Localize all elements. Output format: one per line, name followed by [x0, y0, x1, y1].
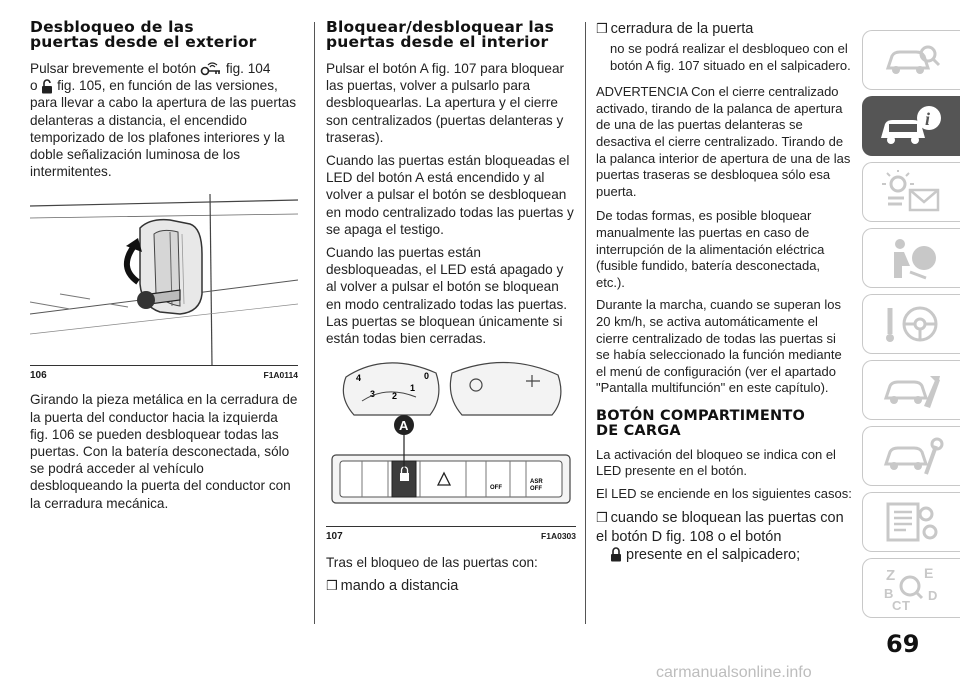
column-3 [596, 20, 852, 564]
car-info-icon [877, 104, 947, 148]
paragraph: Cuando las puertas están desbloqueadas, el LED está apagado y al volver a pulsar el botón se bloquean en modo centralizado todas las puertas. Las puertas se bloquean únicamente si están todas bien cerradas. [326, 245, 568, 347]
bullet-item: ❒ cerradura de la puerta [596, 21, 754, 37]
dashboard-buttons-illustration [326, 357, 576, 527]
paragraph: El LED se enciende en los siguientes casos: [596, 486, 852, 502]
tab-car-info[interactable] [862, 96, 960, 156]
figure-caption: 106 F1A0114 [30, 370, 298, 382]
section-heading: Desbloqueo de las puertas desde el exterior [30, 18, 257, 51]
alphabet-index-icon [880, 564, 944, 612]
checkbox-bullet-icon: ❒ [596, 510, 608, 526]
lock-icon [610, 547, 622, 562]
paragraph: Tras el bloqueo de las puertas con: [326, 555, 538, 571]
svg-text:C: C [891, 598, 901, 612]
bullet-item: ❒ cuando se bloquean las puertas con el botón D fig. 108 o el botón [596, 509, 844, 545]
steering-icon [880, 302, 944, 346]
tab-technical-specs[interactable] [862, 492, 960, 552]
checkbox-bullet-icon: ❒ [326, 579, 338, 595]
svg-text:Z: Z [885, 567, 895, 584]
paragraph: Durante la marcha, cuando se superan los 20 km/h, se activa automáticamente el cierre centralizado de todas las puertas si se había seleccionado la función mediante el menú de configuración (ver el apartado "Pantalla multifunción" en este capítulo). [596, 297, 842, 396]
airbag-person-icon [880, 236, 944, 280]
section-heading: BOTÓN COMPARTIMENTO DE CARGA [596, 407, 805, 439]
paragraph: no se podrá realizar el desbloqueo con el botón A fig. 107 situado en el salpicadero. [610, 41, 851, 73]
svg-text:D: D [927, 588, 937, 603]
car-wrench-icon [880, 434, 944, 478]
tab-alphabetical-index[interactable] [862, 558, 960, 618]
svg-text:i: i [924, 109, 930, 129]
paragraph: Pulsar el botón A fig. 107 para bloquear las puertas, volver a pulsarlo para desbloquearlas. La apertura y el cierre son centralizados (puertas delanteras y traseras). [326, 61, 565, 145]
column-2 [326, 20, 576, 596]
tab-emergency[interactable] [862, 360, 960, 420]
paragraph: Pulsar brevemente el botón fig. 104 o fig. 105, en función de las versiones, para llevar a cabo la apertura de las puertas delanteras a distancia, el encendido temporizado de los plafones interiores y la doble señalización luminosa de los intermitentes. [30, 61, 296, 180]
door-lock-illustration [30, 194, 298, 366]
column-divider [314, 22, 315, 624]
paragraph: Girando la pieza metálica en la cerradura de la puerta del conductor hacia la izquierda fig. 106 se pueden desbloquear todas las puertas. Con la batería desconectada, sólo se podrá acceder al vehículo desbloqueando la puerta del conductor con la cerradura mecánica. [30, 392, 298, 511]
watermark: carmanualsonline.info [656, 664, 812, 681]
figure-106 [30, 194, 298, 366]
gauge-label-1: 1 [410, 383, 416, 394]
checkbox-bullet-icon: ❒ [596, 22, 608, 37]
button-label-asr-off: OFF [530, 486, 542, 493]
paragraph: De todas formas, es posible bloquear manualmente las puertas en caso de interrupción de la alimentación eléctrica (fusible fundido, batería desconectada, etc.). [596, 208, 825, 290]
button-label-asr: ASR [530, 479, 543, 486]
unlock-icon [41, 79, 53, 94]
figure-caption: 107 F1A0303 [326, 531, 576, 543]
gauge-label-0: 0 [424, 371, 430, 382]
column-1 [30, 20, 298, 518]
svg-text:T: T [901, 598, 910, 612]
car-search-icon [882, 40, 942, 80]
column-divider [585, 22, 586, 624]
tab-car-search[interactable] [862, 30, 960, 90]
button-label-off: OFF [490, 485, 502, 492]
paragraph: Cuando las puertas están bloqueadas el LED del botón A está encendido y al volver a pulsar el botón se desbloquean en modo centralizado todas las puertas y se apaga el testigo. [326, 153, 574, 237]
specs-gear-icon [880, 500, 944, 544]
tab-maintenance[interactable] [862, 426, 960, 486]
tab-safety[interactable] [862, 228, 960, 288]
bullet-continuation: presente en el salpicadero; [596, 546, 852, 564]
svg-text:E: E [923, 565, 933, 581]
door-lock-button-icon [400, 473, 409, 481]
tab-warning-lights[interactable] [862, 162, 960, 222]
gauge-label-4: 4 [356, 373, 362, 384]
gauge-label-3: 3 [370, 389, 376, 400]
key-remote-icon [200, 62, 222, 76]
tab-starting-driving[interactable] [862, 294, 960, 354]
svg-text:B: B [883, 586, 893, 601]
bullet-item: ❒ mando a distancia [326, 578, 459, 595]
page-number: 69 [886, 630, 920, 658]
paragraph: La activación del bloqueo se indica con el LED presente en el botón. [596, 446, 836, 479]
section-heading: Bloquear/desbloquear las puertas desde el interior [326, 18, 555, 51]
car-tools-icon [880, 368, 944, 412]
warning-paragraph: ADVERTENCIA Con el cierre centralizado activado, tirando de la palanca de apertura de una de las puertas delanteras se desactiva el cierre centralizado. Tirando de la palanca interior de apertura de una de las puertas traseras se desbloquea sólo esa puerta. [596, 84, 851, 199]
chapter-index-sidebar [862, 30, 960, 624]
warning-lights-icon [880, 170, 944, 214]
svg-text:A: A [399, 418, 409, 434]
gauge-label-2: 2 [392, 391, 398, 402]
figure-107 [326, 357, 576, 527]
